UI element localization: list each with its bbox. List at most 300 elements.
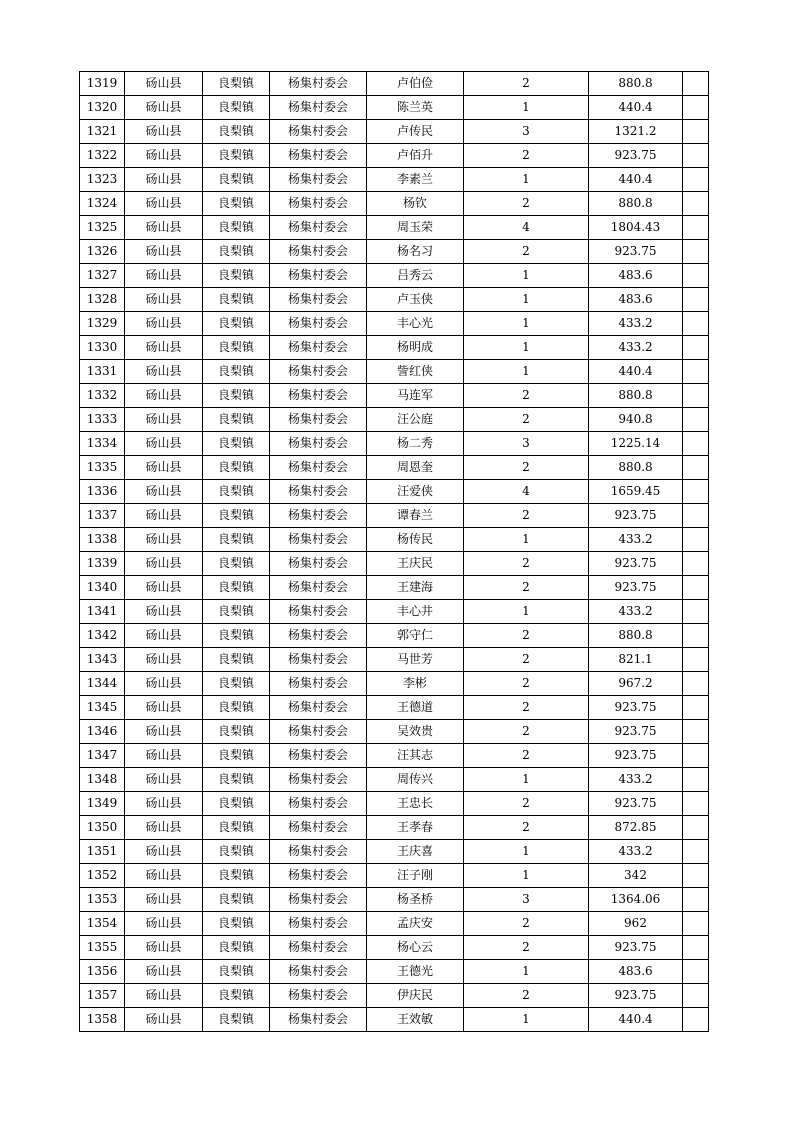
cell-town: 良梨镇	[203, 648, 270, 672]
cell-person-name: 杨钦	[367, 192, 464, 216]
table-row	[80, 960, 709, 984]
cell-person-count: 2	[464, 192, 589, 216]
cell-county: 砀山县	[125, 72, 203, 96]
cell-village-committee: 杨集村委会	[270, 504, 367, 528]
cell-town: 良梨镇	[203, 936, 270, 960]
cell-remark	[683, 744, 709, 768]
table-row	[80, 288, 709, 312]
cell-village-committee: 杨集村委会	[270, 1008, 367, 1032]
cell-person-name: 丰心井	[367, 600, 464, 624]
cell-serial-number: 1338	[80, 528, 125, 552]
cell-amount: 1364.06	[589, 888, 683, 912]
cell-amount: 1225.14	[589, 432, 683, 456]
cell-person-count: 2	[464, 456, 589, 480]
cell-serial-number: 1339	[80, 552, 125, 576]
roster-table-body	[80, 72, 709, 1032]
cell-person-count: 2	[464, 144, 589, 168]
cell-serial-number: 1324	[80, 192, 125, 216]
cell-county: 砀山县	[125, 360, 203, 384]
cell-town: 良梨镇	[203, 480, 270, 504]
cell-amount: 433.2	[589, 312, 683, 336]
cell-county: 砀山县	[125, 528, 203, 552]
cell-village-committee: 杨集村委会	[270, 960, 367, 984]
cell-serial-number: 1357	[80, 984, 125, 1008]
cell-person-count: 2	[464, 624, 589, 648]
cell-village-committee: 杨集村委会	[270, 432, 367, 456]
cell-town: 良梨镇	[203, 888, 270, 912]
cell-amount: 483.6	[589, 288, 683, 312]
cell-person-name: 陈兰英	[367, 96, 464, 120]
cell-remark	[683, 792, 709, 816]
cell-town: 良梨镇	[203, 168, 270, 192]
cell-town: 良梨镇	[203, 72, 270, 96]
cell-village-committee: 杨集村委会	[270, 528, 367, 552]
cell-town: 良梨镇	[203, 768, 270, 792]
cell-person-count: 3	[464, 432, 589, 456]
cell-serial-number: 1319	[80, 72, 125, 96]
cell-person-name: 周玉荣	[367, 216, 464, 240]
cell-village-committee: 杨集村委会	[270, 336, 367, 360]
cell-amount: 880.8	[589, 192, 683, 216]
table-row	[80, 144, 709, 168]
cell-remark	[683, 192, 709, 216]
cell-village-committee: 杨集村委会	[270, 192, 367, 216]
cell-person-name: 王德道	[367, 696, 464, 720]
cell-remark	[683, 408, 709, 432]
cell-village-committee: 杨集村委会	[270, 768, 367, 792]
cell-person-name: 李彬	[367, 672, 464, 696]
cell-remark	[683, 576, 709, 600]
cell-serial-number: 1346	[80, 720, 125, 744]
cell-serial-number: 1320	[80, 96, 125, 120]
table-row	[80, 696, 709, 720]
table-row	[80, 768, 709, 792]
cell-county: 砀山县	[125, 264, 203, 288]
cell-person-count: 2	[464, 912, 589, 936]
cell-county: 砀山县	[125, 456, 203, 480]
cell-person-count: 1	[464, 768, 589, 792]
cell-serial-number: 1348	[80, 768, 125, 792]
cell-person-count: 3	[464, 120, 589, 144]
cell-town: 良梨镇	[203, 624, 270, 648]
cell-person-count: 1	[464, 528, 589, 552]
cell-remark	[683, 648, 709, 672]
cell-town: 良梨镇	[203, 216, 270, 240]
cell-serial-number: 1356	[80, 960, 125, 984]
cell-town: 良梨镇	[203, 552, 270, 576]
cell-town: 良梨镇	[203, 912, 270, 936]
cell-remark	[683, 216, 709, 240]
cell-person-name: 王效敏	[367, 1008, 464, 1032]
cell-remark	[683, 840, 709, 864]
cell-town: 良梨镇	[203, 816, 270, 840]
cell-serial-number: 1345	[80, 696, 125, 720]
cell-person-name: 周恩奎	[367, 456, 464, 480]
cell-serial-number: 1344	[80, 672, 125, 696]
cell-town: 良梨镇	[203, 984, 270, 1008]
cell-remark	[683, 816, 709, 840]
cell-serial-number: 1349	[80, 792, 125, 816]
table-row	[80, 648, 709, 672]
table-row	[80, 456, 709, 480]
cell-county: 砀山县	[125, 624, 203, 648]
cell-serial-number: 1325	[80, 216, 125, 240]
cell-county: 砀山县	[125, 120, 203, 144]
cell-person-count: 3	[464, 888, 589, 912]
cell-amount: 923.75	[589, 552, 683, 576]
cell-person-count: 2	[464, 696, 589, 720]
table-row	[80, 888, 709, 912]
cell-remark	[683, 72, 709, 96]
cell-town: 良梨镇	[203, 192, 270, 216]
cell-serial-number: 1352	[80, 864, 125, 888]
cell-village-committee: 杨集村委会	[270, 144, 367, 168]
cell-amount: 880.8	[589, 384, 683, 408]
cell-amount: 440.4	[589, 360, 683, 384]
cell-county: 砀山县	[125, 984, 203, 1008]
cell-remark	[683, 480, 709, 504]
cell-person-name: 王孝春	[367, 816, 464, 840]
cell-remark	[683, 504, 709, 528]
cell-person-count: 2	[464, 552, 589, 576]
table-row	[80, 72, 709, 96]
cell-serial-number: 1351	[80, 840, 125, 864]
cell-county: 砀山县	[125, 312, 203, 336]
cell-town: 良梨镇	[203, 864, 270, 888]
cell-serial-number: 1354	[80, 912, 125, 936]
table-row	[80, 264, 709, 288]
cell-village-committee: 杨集村委会	[270, 360, 367, 384]
cell-amount: 433.2	[589, 840, 683, 864]
cell-person-name: 孟庆安	[367, 912, 464, 936]
cell-person-count: 1	[464, 864, 589, 888]
table-row	[80, 120, 709, 144]
cell-person-name: 汪其志	[367, 744, 464, 768]
cell-person-name: 王庆民	[367, 552, 464, 576]
cell-remark	[683, 960, 709, 984]
cell-county: 砀山县	[125, 864, 203, 888]
cell-remark	[683, 864, 709, 888]
cell-town: 良梨镇	[203, 144, 270, 168]
cell-town: 良梨镇	[203, 456, 270, 480]
cell-county: 砀山县	[125, 552, 203, 576]
table-row	[80, 528, 709, 552]
cell-serial-number: 1335	[80, 456, 125, 480]
cell-person-name: 王德光	[367, 960, 464, 984]
cell-county: 砀山县	[125, 168, 203, 192]
cell-serial-number: 1337	[80, 504, 125, 528]
cell-remark	[683, 768, 709, 792]
cell-remark	[683, 528, 709, 552]
cell-town: 良梨镇	[203, 384, 270, 408]
cell-county: 砀山县	[125, 576, 203, 600]
cell-village-committee: 杨集村委会	[270, 120, 367, 144]
cell-town: 良梨镇	[203, 720, 270, 744]
cell-person-name: 卢伯俭	[367, 72, 464, 96]
cell-amount: 1321.2	[589, 120, 683, 144]
table-row	[80, 816, 709, 840]
cell-amount: 923.75	[589, 744, 683, 768]
cell-town: 良梨镇	[203, 432, 270, 456]
cell-person-count: 1	[464, 264, 589, 288]
table-row	[80, 552, 709, 576]
cell-village-committee: 杨集村委会	[270, 816, 367, 840]
cell-amount: 483.6	[589, 960, 683, 984]
cell-remark	[683, 888, 709, 912]
cell-county: 砀山县	[125, 744, 203, 768]
cell-person-name: 王忠长	[367, 792, 464, 816]
cell-person-name: 伊庆民	[367, 984, 464, 1008]
cell-village-committee: 杨集村委会	[270, 216, 367, 240]
cell-village-committee: 杨集村委会	[270, 552, 367, 576]
cell-village-committee: 杨集村委会	[270, 840, 367, 864]
cell-remark	[683, 264, 709, 288]
cell-remark	[683, 552, 709, 576]
cell-county: 砀山县	[125, 720, 203, 744]
cell-person-count: 2	[464, 936, 589, 960]
cell-serial-number: 1355	[80, 936, 125, 960]
table-row	[80, 672, 709, 696]
cell-person-count: 1	[464, 840, 589, 864]
cell-village-committee: 杨集村委会	[270, 408, 367, 432]
cell-remark	[683, 624, 709, 648]
cell-serial-number: 1328	[80, 288, 125, 312]
cell-person-count: 2	[464, 384, 589, 408]
cell-village-committee: 杨集村委会	[270, 312, 367, 336]
cell-person-count: 1	[464, 1008, 589, 1032]
cell-person-count: 2	[464, 240, 589, 264]
cell-village-committee: 杨集村委会	[270, 480, 367, 504]
cell-amount: 821.1	[589, 648, 683, 672]
cell-amount: 1804.43	[589, 216, 683, 240]
cell-village-committee: 杨集村委会	[270, 288, 367, 312]
cell-amount: 940.8	[589, 408, 683, 432]
cell-remark	[683, 696, 709, 720]
table-row	[80, 216, 709, 240]
cell-serial-number: 1331	[80, 360, 125, 384]
cell-town: 良梨镇	[203, 288, 270, 312]
cell-village-committee: 杨集村委会	[270, 792, 367, 816]
cell-person-name: 杨名习	[367, 240, 464, 264]
cell-serial-number: 1322	[80, 144, 125, 168]
cell-person-name: 卢玉侠	[367, 288, 464, 312]
cell-person-count: 2	[464, 720, 589, 744]
cell-remark	[683, 432, 709, 456]
cell-amount: 923.75	[589, 504, 683, 528]
cell-county: 砀山县	[125, 144, 203, 168]
cell-village-committee: 杨集村委会	[270, 384, 367, 408]
table-row	[80, 168, 709, 192]
cell-village-committee: 杨集村委会	[270, 648, 367, 672]
cell-county: 砀山县	[125, 192, 203, 216]
cell-person-count: 2	[464, 792, 589, 816]
cell-serial-number: 1343	[80, 648, 125, 672]
table-row	[80, 840, 709, 864]
cell-county: 砀山县	[125, 336, 203, 360]
cell-person-count: 2	[464, 648, 589, 672]
cell-person-count: 4	[464, 480, 589, 504]
cell-village-committee: 杨集村委会	[270, 168, 367, 192]
table-row	[80, 1008, 709, 1032]
cell-serial-number: 1347	[80, 744, 125, 768]
cell-county: 砀山县	[125, 432, 203, 456]
cell-serial-number: 1329	[80, 312, 125, 336]
cell-person-name: 吕秀云	[367, 264, 464, 288]
cell-amount: 923.75	[589, 792, 683, 816]
table-row	[80, 96, 709, 120]
table-row	[80, 984, 709, 1008]
cell-county: 砀山县	[125, 840, 203, 864]
cell-person-count: 2	[464, 984, 589, 1008]
cell-remark	[683, 1008, 709, 1032]
cell-person-name: 谭春兰	[367, 504, 464, 528]
cell-village-committee: 杨集村委会	[270, 864, 367, 888]
cell-county: 砀山县	[125, 240, 203, 264]
cell-county: 砀山县	[125, 288, 203, 312]
cell-person-name: 汪爱侠	[367, 480, 464, 504]
cell-village-committee: 杨集村委会	[270, 744, 367, 768]
table-row	[80, 360, 709, 384]
cell-county: 砀山县	[125, 792, 203, 816]
cell-person-name: 周传兴	[367, 768, 464, 792]
cell-remark	[683, 384, 709, 408]
cell-amount: 433.2	[589, 768, 683, 792]
cell-person-name: 马世芳	[367, 648, 464, 672]
cell-remark	[683, 456, 709, 480]
cell-person-name: 吴效贵	[367, 720, 464, 744]
cell-remark	[683, 912, 709, 936]
cell-town: 良梨镇	[203, 696, 270, 720]
cell-town: 良梨镇	[203, 504, 270, 528]
table-row	[80, 192, 709, 216]
cell-serial-number: 1327	[80, 264, 125, 288]
table-row	[80, 936, 709, 960]
cell-county: 砀山县	[125, 912, 203, 936]
cell-remark	[683, 600, 709, 624]
cell-town: 良梨镇	[203, 672, 270, 696]
cell-serial-number: 1353	[80, 888, 125, 912]
cell-town: 良梨镇	[203, 96, 270, 120]
cell-person-count: 2	[464, 408, 589, 432]
cell-village-committee: 杨集村委会	[270, 888, 367, 912]
cell-town: 良梨镇	[203, 240, 270, 264]
cell-county: 砀山县	[125, 696, 203, 720]
cell-town: 良梨镇	[203, 120, 270, 144]
cell-serial-number: 1326	[80, 240, 125, 264]
cell-serial-number: 1321	[80, 120, 125, 144]
table-row	[80, 744, 709, 768]
table-row	[80, 240, 709, 264]
cell-county: 砀山县	[125, 408, 203, 432]
cell-person-name: 卢佰升	[367, 144, 464, 168]
cell-county: 砀山县	[125, 816, 203, 840]
cell-town: 良梨镇	[203, 840, 270, 864]
cell-person-name: 卢传民	[367, 120, 464, 144]
table-row	[80, 480, 709, 504]
cell-county: 砀山县	[125, 648, 203, 672]
cell-amount: 967.2	[589, 672, 683, 696]
cell-county: 砀山县	[125, 216, 203, 240]
cell-remark	[683, 96, 709, 120]
table-row	[80, 792, 709, 816]
cell-village-committee: 杨集村委会	[270, 672, 367, 696]
cell-amount: 923.75	[589, 720, 683, 744]
table-row	[80, 864, 709, 888]
cell-county: 砀山县	[125, 504, 203, 528]
cell-amount: 880.8	[589, 72, 683, 96]
cell-person-name: 丰心光	[367, 312, 464, 336]
cell-village-committee: 杨集村委会	[270, 576, 367, 600]
cell-person-name: 郭守仁	[367, 624, 464, 648]
cell-serial-number: 1342	[80, 624, 125, 648]
cell-serial-number: 1350	[80, 816, 125, 840]
cell-remark	[683, 120, 709, 144]
cell-amount: 483.6	[589, 264, 683, 288]
cell-remark	[683, 720, 709, 744]
cell-village-committee: 杨集村委会	[270, 696, 367, 720]
cell-remark	[683, 360, 709, 384]
cell-amount: 923.75	[589, 696, 683, 720]
cell-amount: 342	[589, 864, 683, 888]
cell-village-committee: 杨集村委会	[270, 624, 367, 648]
table-row	[80, 504, 709, 528]
cell-county: 砀山县	[125, 1008, 203, 1032]
cell-amount: 440.4	[589, 1008, 683, 1032]
cell-town: 良梨镇	[203, 744, 270, 768]
cell-person-name: 王建海	[367, 576, 464, 600]
table-row	[80, 600, 709, 624]
cell-amount: 923.75	[589, 144, 683, 168]
cell-person-name: 马连军	[367, 384, 464, 408]
cell-person-count: 1	[464, 96, 589, 120]
cell-person-name: 李素兰	[367, 168, 464, 192]
cell-town: 良梨镇	[203, 600, 270, 624]
cell-serial-number: 1333	[80, 408, 125, 432]
cell-amount: 433.2	[589, 336, 683, 360]
table-row	[80, 576, 709, 600]
cell-serial-number: 1336	[80, 480, 125, 504]
cell-town: 良梨镇	[203, 336, 270, 360]
cell-village-committee: 杨集村委会	[270, 600, 367, 624]
cell-town: 良梨镇	[203, 576, 270, 600]
cell-serial-number: 1332	[80, 384, 125, 408]
cell-amount: 872.85	[589, 816, 683, 840]
cell-remark	[683, 672, 709, 696]
cell-county: 砀山县	[125, 960, 203, 984]
cell-person-count: 4	[464, 216, 589, 240]
cell-village-committee: 杨集村委会	[270, 912, 367, 936]
cell-amount: 880.8	[589, 456, 683, 480]
cell-serial-number: 1341	[80, 600, 125, 624]
cell-county: 砀山县	[125, 96, 203, 120]
cell-serial-number: 1340	[80, 576, 125, 600]
cell-village-committee: 杨集村委会	[270, 456, 367, 480]
table-row	[80, 312, 709, 336]
cell-amount: 880.8	[589, 624, 683, 648]
cell-village-committee: 杨集村委会	[270, 936, 367, 960]
cell-remark	[683, 336, 709, 360]
cell-amount: 440.4	[589, 168, 683, 192]
cell-serial-number: 1323	[80, 168, 125, 192]
table-row	[80, 336, 709, 360]
cell-amount: 1659.45	[589, 480, 683, 504]
cell-person-name: 杨传民	[367, 528, 464, 552]
roster-table	[79, 71, 709, 1032]
cell-town: 良梨镇	[203, 1008, 270, 1032]
cell-town: 良梨镇	[203, 360, 270, 384]
cell-town: 良梨镇	[203, 960, 270, 984]
cell-county: 砀山县	[125, 936, 203, 960]
